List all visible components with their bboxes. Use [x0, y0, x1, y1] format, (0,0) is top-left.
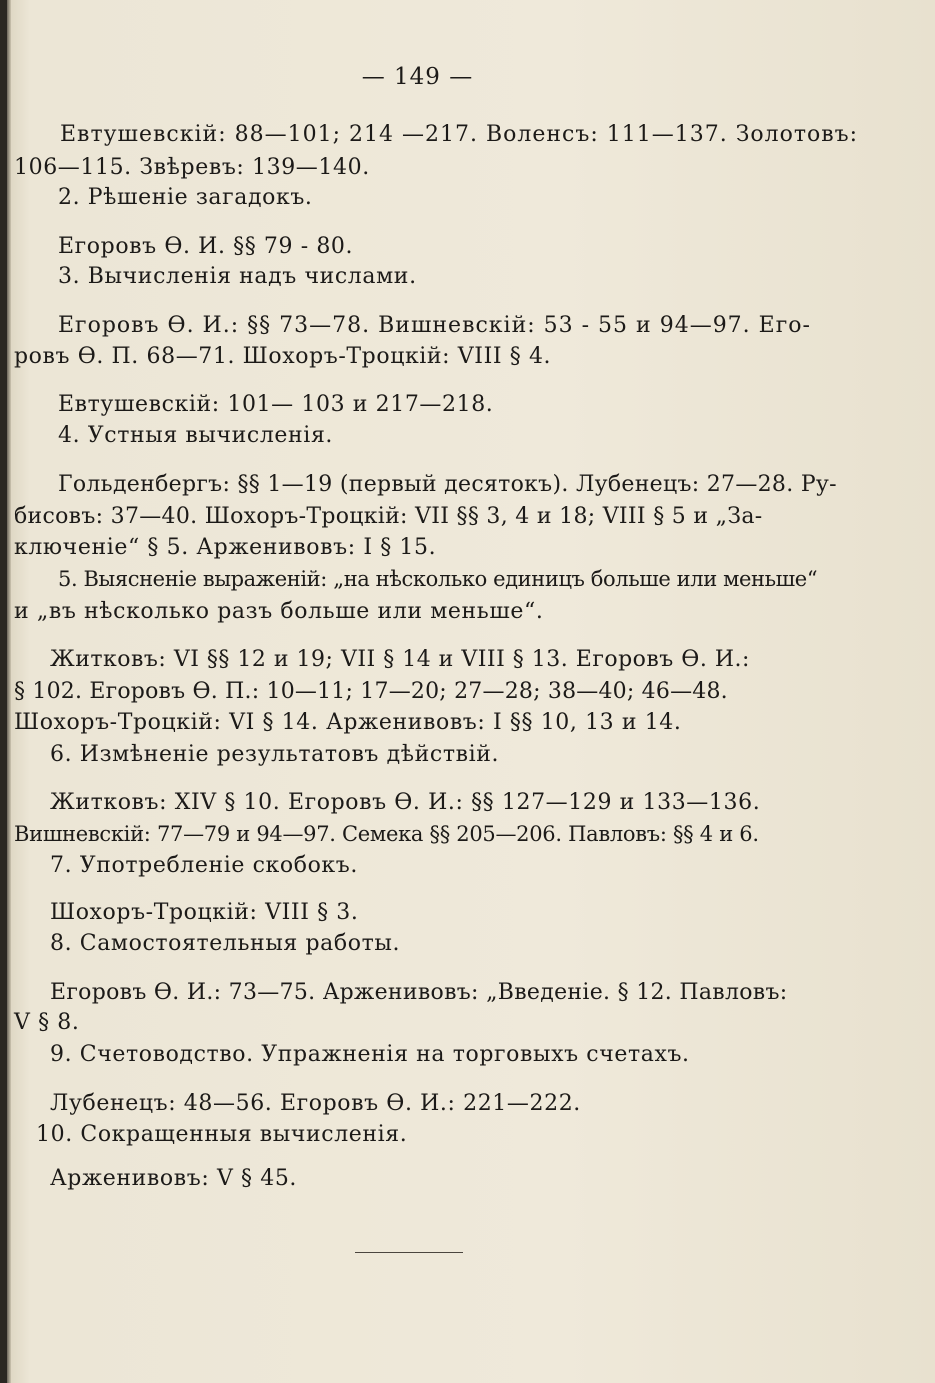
end-rule [355, 1252, 463, 1253]
section-heading: 9. Счетоводство. Упражненія на торговыхъ счетахъ. [50, 1042, 690, 1067]
text-line: ключеніе“ § 5. Арженивовъ: I § 15. [14, 535, 437, 560]
text-line: Арженивовъ: V § 45. [50, 1166, 298, 1191]
text-line: V § 8. [14, 1010, 80, 1035]
page-binding-edge [0, 0, 7, 1383]
section-heading: 10. Сокращенныя вычисленія. [36, 1122, 408, 1147]
text-line: Лубенецъ: 48—56. Егоровъ Ө. И.: 221—222. [50, 1091, 581, 1116]
text-line: бисовъ: 37—40. Шохоръ-Троцкій: VII §§ 3, 4 и 18; VIII § 5 и „За- [14, 504, 763, 529]
section-heading: 3. Вычисленія надъ числами. [58, 264, 417, 289]
text-line: Гольденбергъ: §§ 1—19 (первый десятокъ). Лубенецъ: 27—28. Ру- [58, 472, 837, 497]
text-line: Евтушевскій: 101— 103 и 217—218. [58, 392, 494, 417]
text-line: Егоровъ Ө. И.: §§ 73—78. Вишневскій: 53 - 55 и 94—97. Его- [58, 313, 811, 338]
text-line: Житковъ: VI §§ 12 и 19; VII § 14 и VIII § 13. Егоровъ Ө. И.: [50, 647, 750, 672]
text-line: Егоровъ Ө. И.: 73—75. Арженивовъ: „Введеніе. § 12. Павловъ: [50, 980, 788, 1005]
section-heading: 5. Выясненіе выраженій: „на нѣсколько единицъ больше или меньше“ [58, 567, 818, 591]
text-line: Вишневскій: 77—79 и 94—97. Семека §§ 205—206. Павловъ: §§ 4 и 6. [14, 822, 759, 846]
text-line: Егоровъ Ө. И. §§ 79 - 80. [58, 234, 354, 259]
section-heading: 6. Измѣненіе результатовъ дѣйствій. [50, 742, 500, 767]
text-line: Шохоръ-Троцкій: VIII § 3. [50, 900, 359, 925]
text-line: Евтушевскій: 88—101; 214 —217. Воленсъ: 111—137. Золотовъ: [60, 122, 859, 147]
page-binding-shadow [7, 0, 11, 1383]
section-heading: 4. Устныя вычисленія. [58, 423, 334, 448]
section-heading: 2. Рѣшеніе загадокъ. [58, 185, 313, 210]
section-heading: 7. Употребленіе скобокъ. [50, 853, 358, 878]
text-line: § 102. Егоровъ Ө. П.: 10—11; 17—20; 27—28; 38—40; 46—48. [14, 679, 728, 704]
text-line: 106—115. Звѣревъ: 139—140. [14, 155, 370, 180]
text-line: ровъ Ө. П. 68—71. Шохоръ-Троцкій: VIII § 4. [14, 344, 552, 369]
section-heading: и „въ нѣсколько разъ больше или меньше“. [14, 599, 544, 624]
text-line: Житковъ: XIV § 10. Егоровъ Ө. И.: §§ 127—129 и 133—136. [50, 790, 761, 815]
page-number: — 149 — [361, 64, 474, 90]
section-heading: 8. Самостоятельныя работы. [50, 931, 401, 956]
text-line: Шохоръ-Троцкій: VI § 14. Арженивовъ: I §§ 10, 13 и 14. [14, 710, 682, 735]
